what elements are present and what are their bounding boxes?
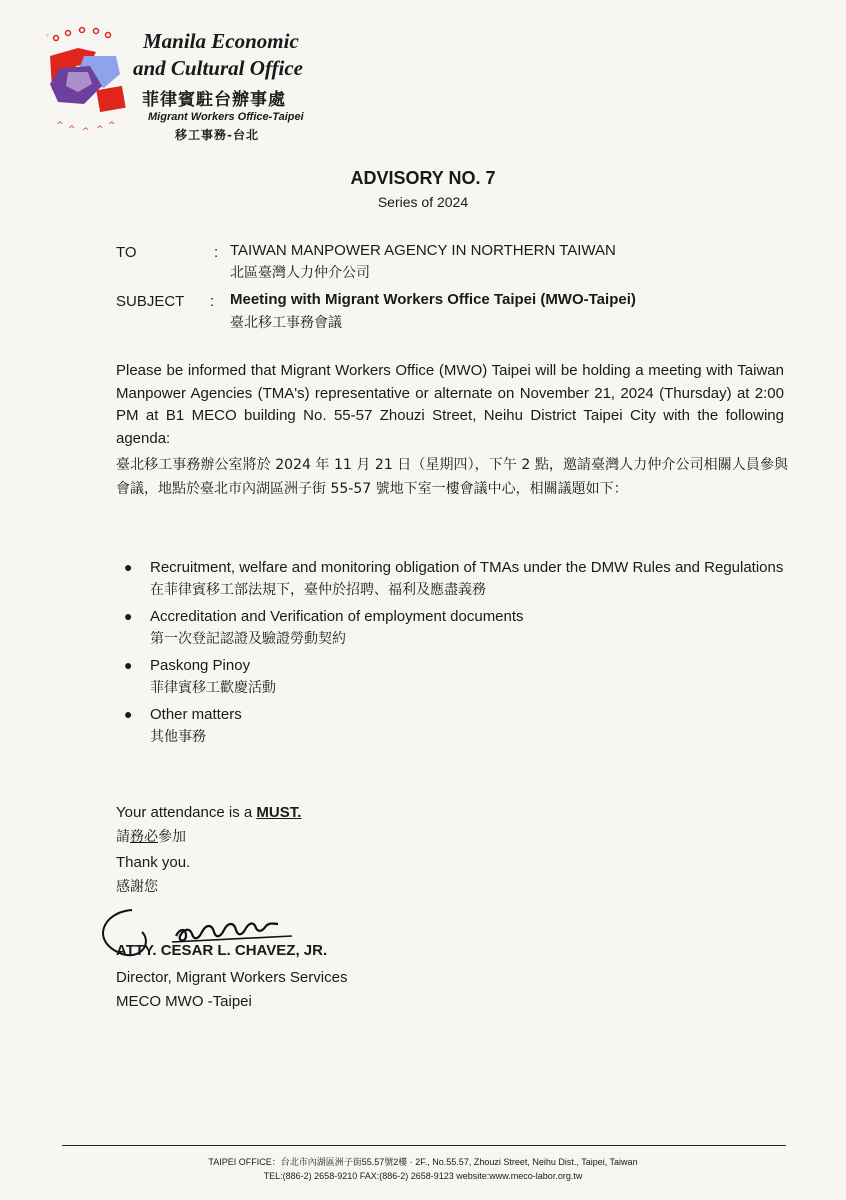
- attendance-zh-b: 務必: [130, 829, 158, 845]
- attendance-line: [116, 800, 301, 825]
- footer: [0, 1155, 846, 1183]
- to-value: TAIWAN MANPOWER AGENCY IN NORTHERN TAIWAN: [230, 242, 616, 259]
- attendance-prefix: Your attendance is a: [116, 804, 257, 821]
- thanks-line: Thank you.: [116, 854, 191, 871]
- attendance-line-zh: [116, 825, 301, 850]
- signatory-block: [116, 966, 347, 1014]
- agenda-item: [120, 703, 790, 749]
- bullet-icon: ●: [124, 608, 133, 624]
- body-paragraph-zh: 臺北移工事務辦公室將於 2024 年 11 月 21 日（星期四），下午 2 點，邀請臺灣人力仲介公司相關人員參與會議，地點於臺北市內湖區洲子街 55-57 號地下室一樓會議中心，相關議題如下：: [116, 457, 788, 497]
- bullet-icon: ●: [124, 559, 133, 575]
- org-name-line2: and Cultural Office: [133, 56, 303, 80]
- advisory-title: ADVISORY NO. 7: [350, 168, 496, 188]
- body-paragraph-en: Please be informed that Migrant Workers Office (MWO) Taipei will be holding a meeting with Taiwan Manpower Agencies (TMA's) representative or alternate on November 21, 2024 (Thursday) at 2:00 PM at B1 MECO building No. 55-57 Zhouzi Street, Neihu District Taipei City with the following agenda:: [116, 362, 784, 447]
- signatory-name: ATTY. CESAR L. CHAVEZ, JR.: [116, 942, 328, 959]
- attendance-must: MUST.: [256, 804, 302, 821]
- agenda-item-zh: 在菲律賓移工部法規下，臺仲於招聘、福利及應盡義務: [150, 582, 486, 598]
- agenda-item-zh: 菲律賓移工歡慶活動: [150, 680, 276, 696]
- meco-logo: [38, 26, 138, 138]
- agenda-item: [120, 556, 790, 602]
- svg-text:^: ^: [68, 125, 76, 135]
- to-value-zh: 北區臺灣人力仲介公司: [230, 265, 370, 281]
- footer-address: TAIPEI OFFICE：台北市內湖區洲子街55.57號2樓 · 2F., No.55.57, Zhouzi Street, Neihu Dist., Taipei, Taiwan: [208, 1157, 638, 1167]
- agenda-item-zh: 其他事務: [150, 729, 206, 745]
- signatory-office: MECO MWO -Taipei: [116, 993, 252, 1010]
- org-sub-zh: 移工事務-台北: [175, 128, 259, 142]
- agenda-item-en: Accreditation and Verification of employment documents: [150, 608, 524, 625]
- advisory-series: Series of 2024: [377, 194, 469, 210]
- closing-block: [116, 800, 301, 900]
- bullet-icon: ●: [124, 657, 133, 673]
- to-label: TO: [116, 244, 137, 261]
- svg-text:^: ^: [82, 127, 90, 137]
- bullet-icon: ●: [124, 706, 133, 722]
- agenda-item-en: Paskong Pinoy: [150, 657, 251, 674]
- subject-value: Meeting with Migrant Workers Office Taipei (MWO-Taipei): [230, 291, 636, 308]
- svg-text:^: ^: [56, 121, 64, 131]
- org-name-line1: Manila Economic: [143, 29, 299, 53]
- svg-text:ﾟ: ﾟ: [46, 35, 51, 45]
- signatory-title: Director, Migrant Workers Services: [116, 969, 348, 986]
- subject-value-zh: 臺北移工事務會議: [230, 315, 342, 331]
- org-name-zh: 菲律賓駐台辦事處: [142, 90, 286, 110]
- org-sub-en: Migrant Workers Office-Taipei: [148, 111, 304, 123]
- svg-text:^: ^: [108, 121, 116, 131]
- thanks-line-zh: 感謝您: [116, 879, 158, 895]
- footer-divider: [62, 1145, 786, 1146]
- attendance-zh-c: 參加: [158, 829, 186, 845]
- agenda-item: [120, 654, 790, 700]
- agenda-item-en: Recruitment, welfare and monitoring obligation of TMAs under the DMW Rules and Regulations: [150, 559, 784, 576]
- agenda-item: [120, 605, 790, 651]
- attendance-zh-a: 請: [116, 829, 130, 845]
- subject-label: SUBJECT: [116, 293, 185, 310]
- subject-colon: :: [210, 293, 215, 310]
- agenda-list: [120, 556, 790, 752]
- agenda-item-en: Other matters: [150, 706, 242, 723]
- footer-contact: TEL:(886-2) 2658-9210 FAX:(886-2) 2658-9123 website:www.meco-labor.org.tw: [263, 1171, 583, 1181]
- to-colon: :: [214, 244, 219, 261]
- agenda-item-zh: 第一次登記認證及驗證勞動契約: [150, 631, 346, 647]
- svg-text:^: ^: [96, 125, 104, 135]
